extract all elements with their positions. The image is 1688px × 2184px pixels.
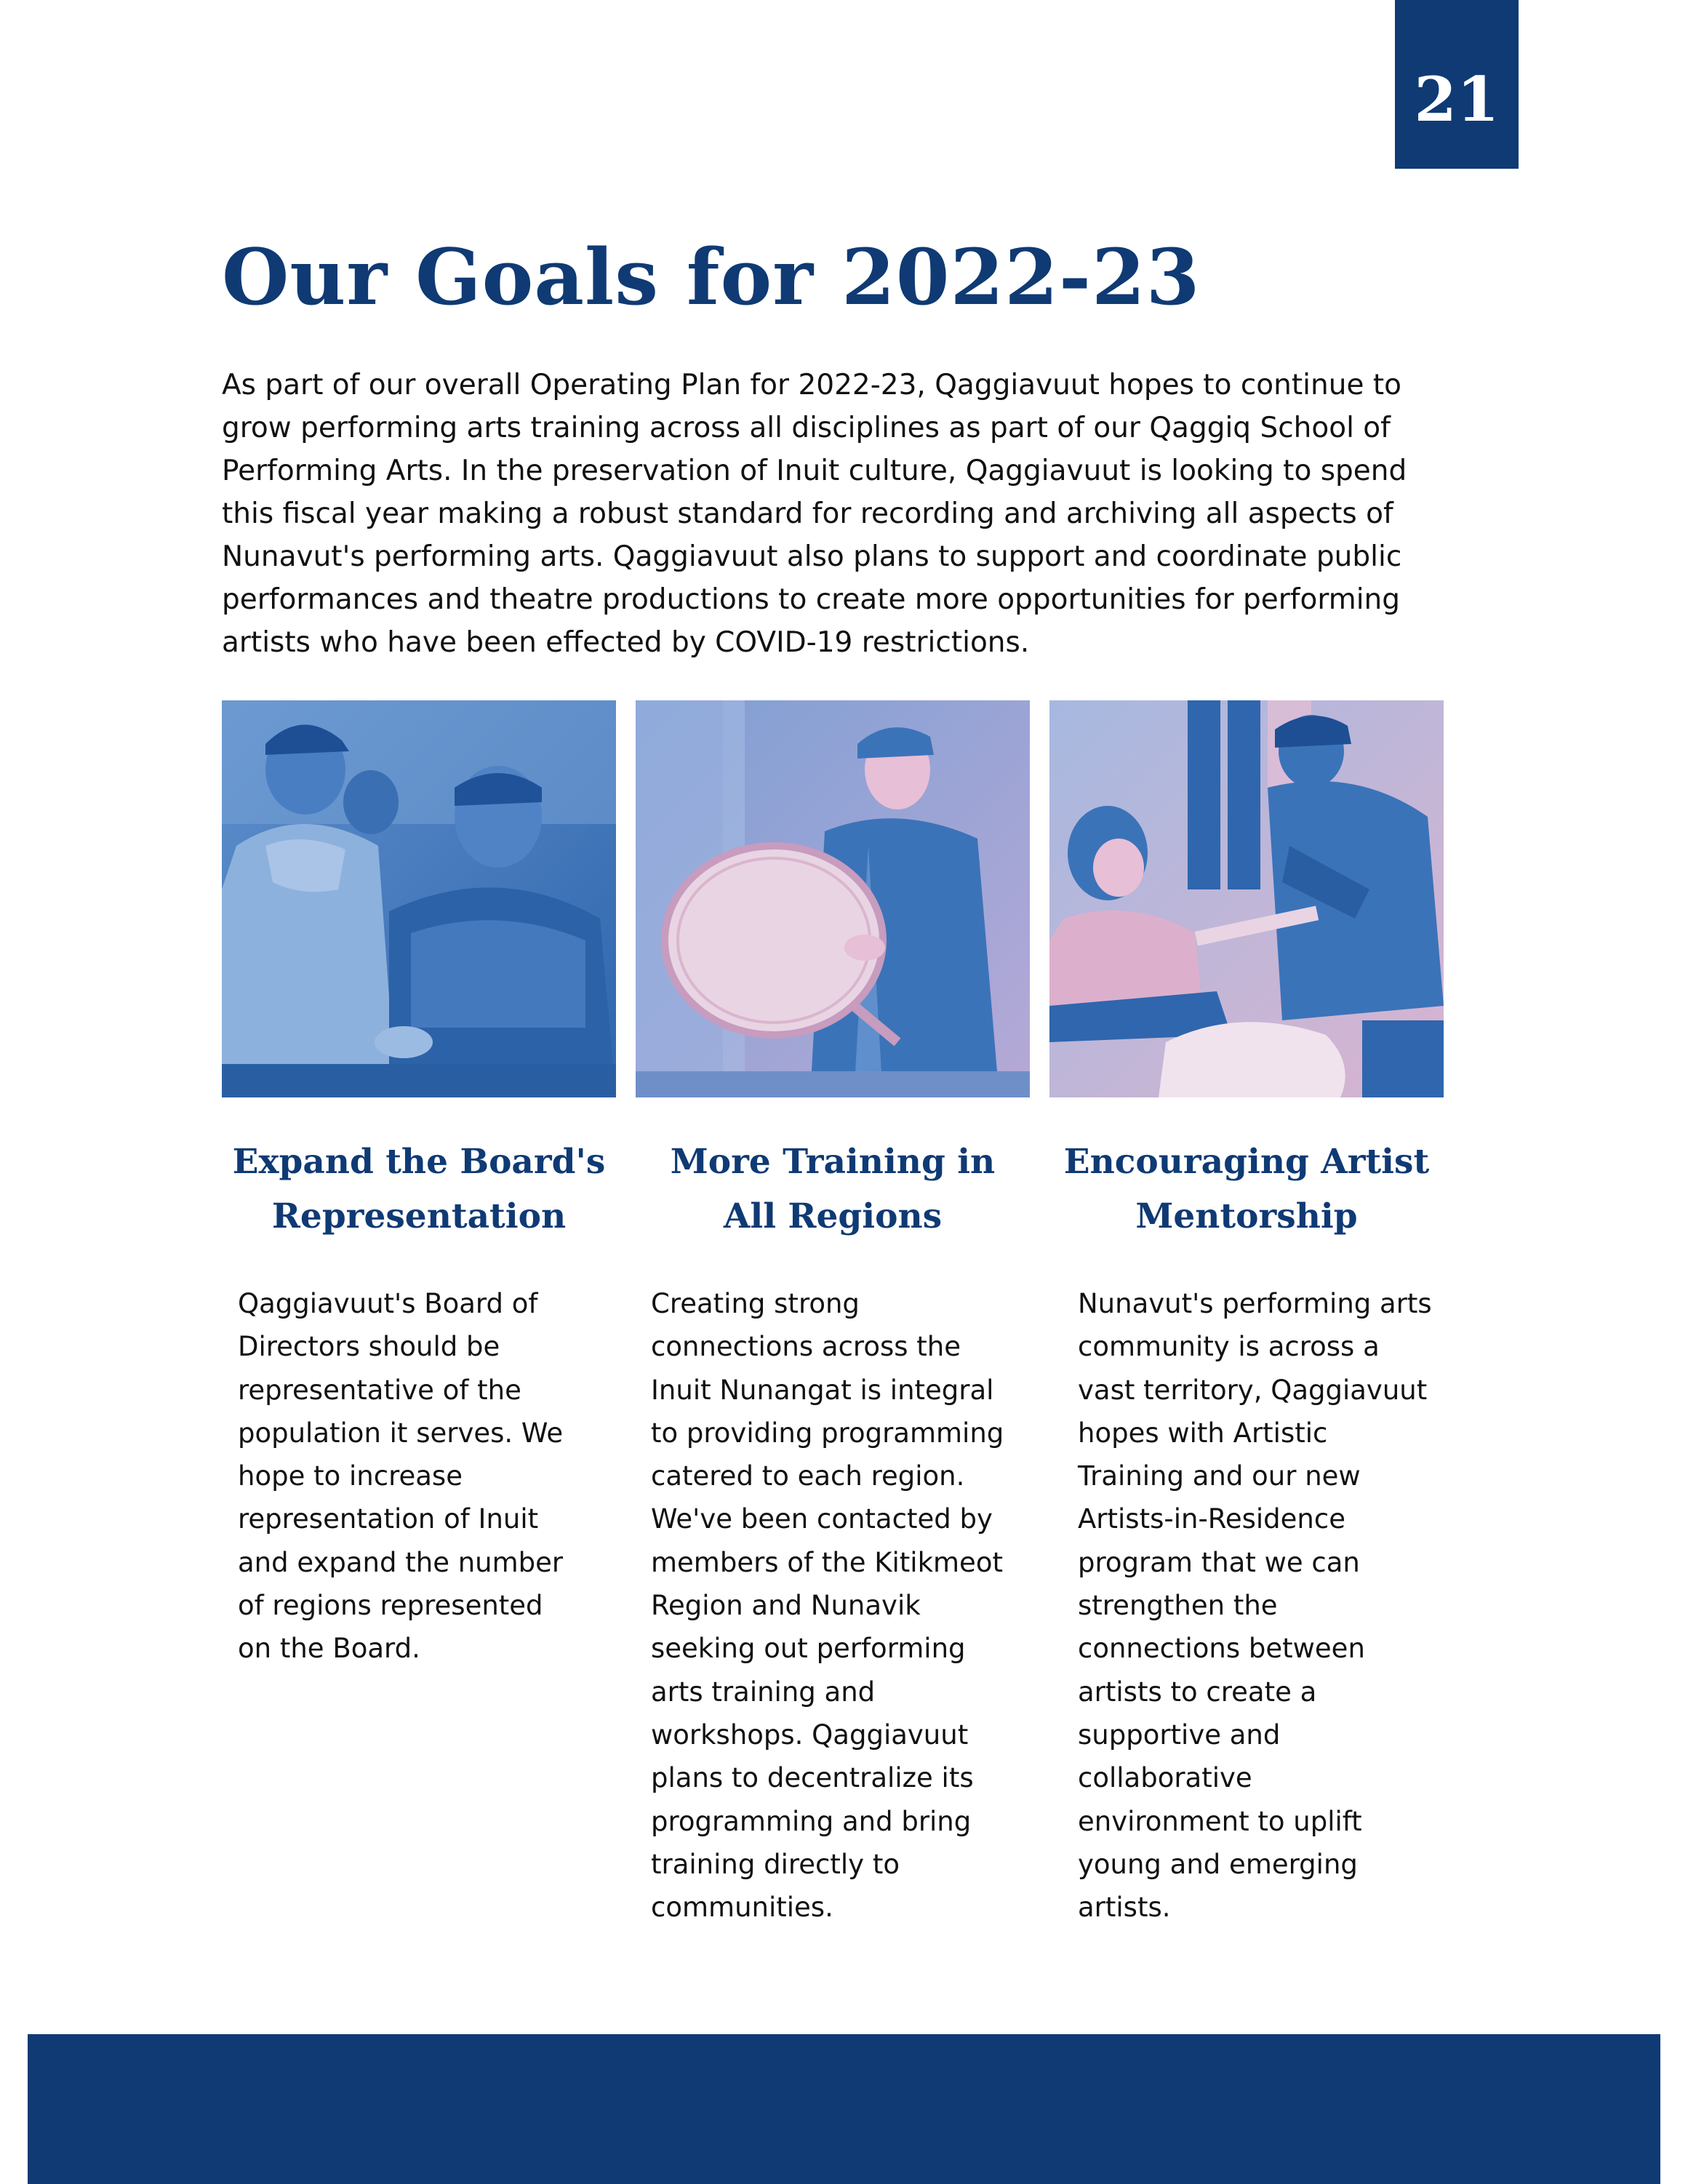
goal-heading-line: More Training in <box>670 1142 996 1182</box>
text-line: of regions represented <box>238 1590 543 1622</box>
text-line: artists to create a <box>1078 1676 1317 1708</box>
goal-heading-line: Mentorship <box>1135 1196 1358 1236</box>
drum-dancer-photo <box>636 700 1030 1097</box>
text-line: to providing programming <box>651 1417 1004 1449</box>
intro-paragraph: As part of our overall Operating Plan for 2022-23, Qaggiavuut hopes to continue to grow performing arts training across all disciplines as part of our Qaggiq School of Performing Arts. In the preservation of Inuit culture, Qaggiavuut is looking to spend this fiscal year making a robust standard for recording and archiving all aspects of Nunavut's performing arts. Qaggiavuut also plans to support and coordinate public performances and theatre productions to create more opportunities for performing artists who have been effected by COVID-19 restrictions. <box>222 369 1407 659</box>
text-line: environment to uplift <box>1078 1805 1362 1837</box>
text-line: Directors should be <box>238 1331 500 1363</box>
text-line: seeking out performing <box>651 1633 966 1665</box>
text-line: program that we can <box>1078 1546 1360 1578</box>
text-line: strengthen the <box>1078 1590 1278 1622</box>
page-title: Our Goals for 2022-23 <box>222 231 1201 322</box>
text-line: population it serves. We <box>238 1417 564 1449</box>
text-line: supportive and <box>1078 1719 1281 1751</box>
text-line: plans to decentralize its <box>651 1762 974 1794</box>
goal-text-training-regions <box>651 1282 1004 1929</box>
text-line: arts training and <box>651 1676 876 1708</box>
goal-heading-board-representation <box>215 1135 623 1244</box>
text-line: hope to increase <box>238 1460 463 1492</box>
goal-heading-line: Encouraging Artist <box>1063 1142 1430 1182</box>
footer-bar <box>28 2034 1660 2184</box>
page-number: 21 <box>1395 0 1519 169</box>
text-line: representation of Inuit <box>238 1503 539 1535</box>
text-line: young and emerging <box>1078 1848 1358 1880</box>
text-line: workshops. Qaggiavuut <box>651 1719 969 1751</box>
text-line: Qaggiavuut's Board of <box>238 1288 538 1319</box>
goal-text-board-representation <box>238 1282 580 1671</box>
text-line: members of the Kitikmeot <box>651 1546 1003 1578</box>
text-line: community is across a <box>1078 1331 1380 1363</box>
text-line: Creating strong <box>651 1288 860 1319</box>
text-line: Region and Nunavik <box>651 1590 921 1622</box>
artist-mentorship-workshop-photo <box>1049 700 1444 1097</box>
goal-heading-line: All Regions <box>723 1196 943 1236</box>
text-line: connections across the <box>651 1331 961 1363</box>
text-line: Nunavut's performing arts <box>1078 1288 1432 1319</box>
text-line: Inuit Nunangat is integral <box>651 1374 994 1406</box>
goal-text-artist-mentorship <box>1078 1282 1432 1929</box>
text-line: vast territory, Qaggiavuut <box>1078 1374 1428 1406</box>
text-line: connections between <box>1078 1633 1365 1665</box>
people-seated-audience-photo <box>222 700 616 1097</box>
text-line: Artists-in-Residence <box>1078 1503 1345 1535</box>
text-line: We've been contacted by <box>651 1503 993 1535</box>
text-line: collaborative <box>1078 1762 1252 1794</box>
text-line: catered to each region. <box>651 1460 965 1492</box>
text-line: programming and bring <box>651 1805 972 1837</box>
text-line: communities. <box>651 1892 833 1924</box>
text-line: on the Board. <box>238 1633 420 1665</box>
text-line: and expand the number <box>238 1546 564 1578</box>
text-line: artists. <box>1078 1892 1171 1924</box>
goal-heading-artist-mentorship <box>1043 1135 1450 1244</box>
goal-heading-line: Representation <box>271 1196 567 1236</box>
text-line: Training and our new <box>1078 1460 1361 1492</box>
text-line: training directly to <box>651 1848 900 1880</box>
text-line: hopes with Artistic <box>1078 1417 1328 1449</box>
goal-heading-training-regions <box>629 1135 1036 1244</box>
text-line: representative of the <box>238 1374 521 1406</box>
goal-heading-line: Expand the Board's <box>232 1142 606 1182</box>
